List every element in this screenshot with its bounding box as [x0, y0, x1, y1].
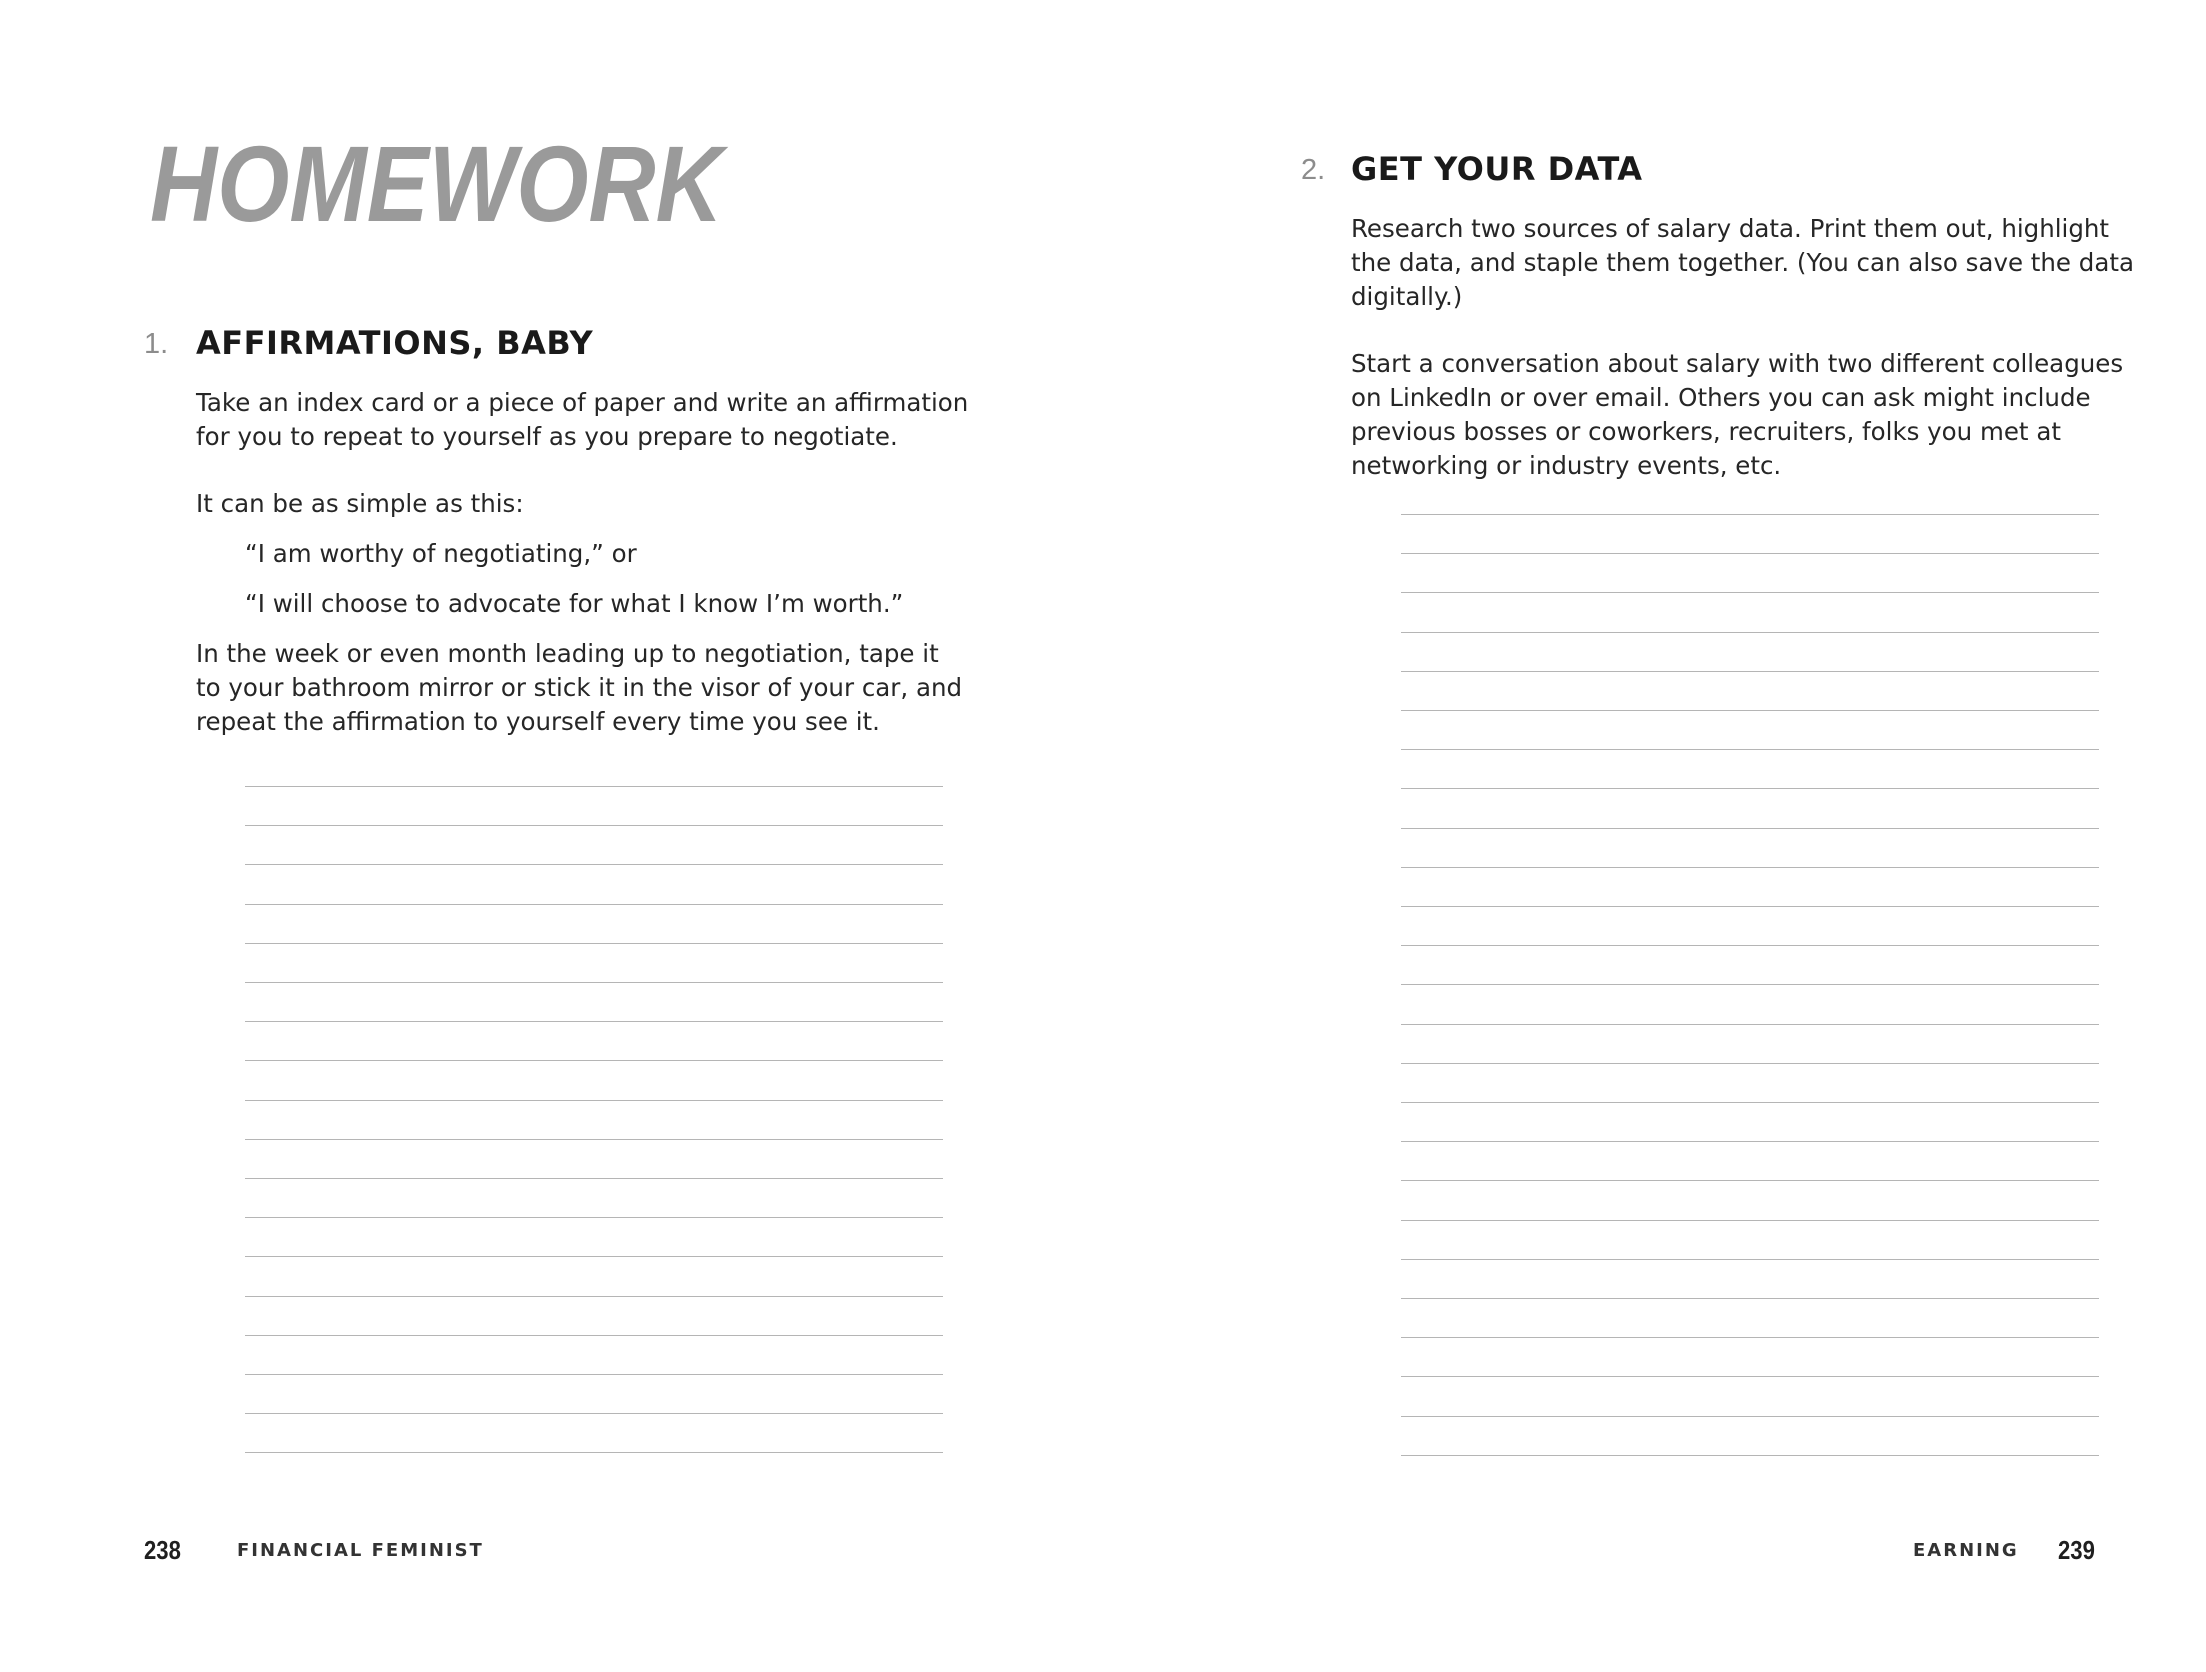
writing-line — [1401, 1416, 2099, 1417]
closing-line: In the week or even month leading up to negotiation, tape it — [196, 639, 939, 668]
writing-line — [245, 904, 943, 905]
writing-line — [1401, 1141, 2099, 1142]
writing-line — [245, 786, 943, 787]
writing-line — [1401, 1063, 2099, 1064]
writing-line — [245, 1100, 943, 1101]
writing-line — [245, 1413, 943, 1414]
writing-lines — [245, 0, 943, 1672]
writing-line — [245, 1296, 943, 1297]
writing-line — [245, 1217, 943, 1218]
writing-line — [245, 825, 943, 826]
section-number: 2. — [1301, 154, 1326, 186]
paragraph-line: Start a conversation about salary with two different colleagues — [1351, 349, 2124, 378]
page-title: HOMEWORK — [150, 123, 723, 244]
section-heading: AFFIRMATIONS, BABY — [196, 324, 594, 362]
writing-line — [1401, 1337, 2099, 1338]
writing-line — [1401, 1376, 2099, 1377]
writing-line — [1401, 749, 2099, 750]
page-number: 239 — [2058, 1535, 2095, 1565]
writing-line — [1401, 788, 2099, 789]
closing-line: to your bathroom mirror or stick it in the visor of your car, and — [196, 673, 963, 702]
running-head: FINANCIAL FEMINIST — [237, 1540, 484, 1561]
writing-line — [1401, 945, 2099, 946]
writing-line — [1401, 984, 2099, 985]
writing-line — [1401, 1024, 2099, 1025]
section-heading: GET YOUR DATA — [1351, 150, 1643, 188]
writing-line — [1401, 867, 2099, 868]
writing-line — [245, 1139, 943, 1140]
running-head: EARNING — [1913, 1540, 2019, 1561]
writing-line — [1401, 1180, 2099, 1181]
intro-line: for you to repeat to yourself as you prepare to negotiate. — [196, 422, 898, 451]
page-number: 238 — [144, 1535, 181, 1565]
writing-line — [1401, 553, 2099, 554]
right-page — [1103, 0, 2206, 1672]
writing-line — [1401, 710, 2099, 711]
writing-line — [1401, 828, 2099, 829]
writing-line — [1401, 632, 2099, 633]
writing-line — [245, 864, 943, 865]
writing-line — [1401, 592, 2099, 593]
writing-line — [1401, 1298, 2099, 1299]
writing-line — [1401, 671, 2099, 672]
paragraph-line: previous bosses or coworkers, recruiters, folks you met at — [1351, 417, 2061, 446]
affirmation-quote: “I am worthy of negotiating,” or — [245, 539, 637, 568]
writing-line — [1401, 1220, 2099, 1221]
simple-intro: It can be as simple as this: — [196, 489, 524, 518]
writing-line — [245, 1335, 943, 1336]
writing-line — [1401, 514, 2099, 515]
writing-lines — [1401, 0, 2099, 1672]
paragraph-line: digitally.) — [1351, 282, 1463, 311]
affirmation-quote: “I will choose to advocate for what I know I’m worth.” — [245, 589, 904, 618]
writing-line — [245, 1021, 943, 1022]
paragraph-line: the data, and staple them together. (You can also save the data — [1351, 248, 2134, 277]
paragraph-line: networking or industry events, etc. — [1351, 451, 1782, 480]
writing-line — [245, 943, 943, 944]
paragraph-line: on LinkedIn or over email. Others you can ask might include — [1351, 383, 2091, 412]
writing-line — [1401, 1455, 2099, 1456]
writing-line — [1401, 1259, 2099, 1260]
writing-line — [245, 982, 943, 983]
writing-line — [245, 1256, 943, 1257]
intro-line: Take an index card or a piece of paper and write an affirmation — [196, 388, 969, 417]
writing-line — [245, 1060, 943, 1061]
closing-line: repeat the affirmation to yourself every time you see it. — [196, 707, 880, 736]
writing-line — [245, 1374, 943, 1375]
paragraph-line: Research two sources of salary data. Print them out, highlight — [1351, 214, 2110, 243]
writing-line — [1401, 906, 2099, 907]
writing-line — [245, 1178, 943, 1179]
section-number: 1. — [144, 328, 169, 360]
writing-line — [1401, 1102, 2099, 1103]
writing-line — [245, 1452, 943, 1453]
